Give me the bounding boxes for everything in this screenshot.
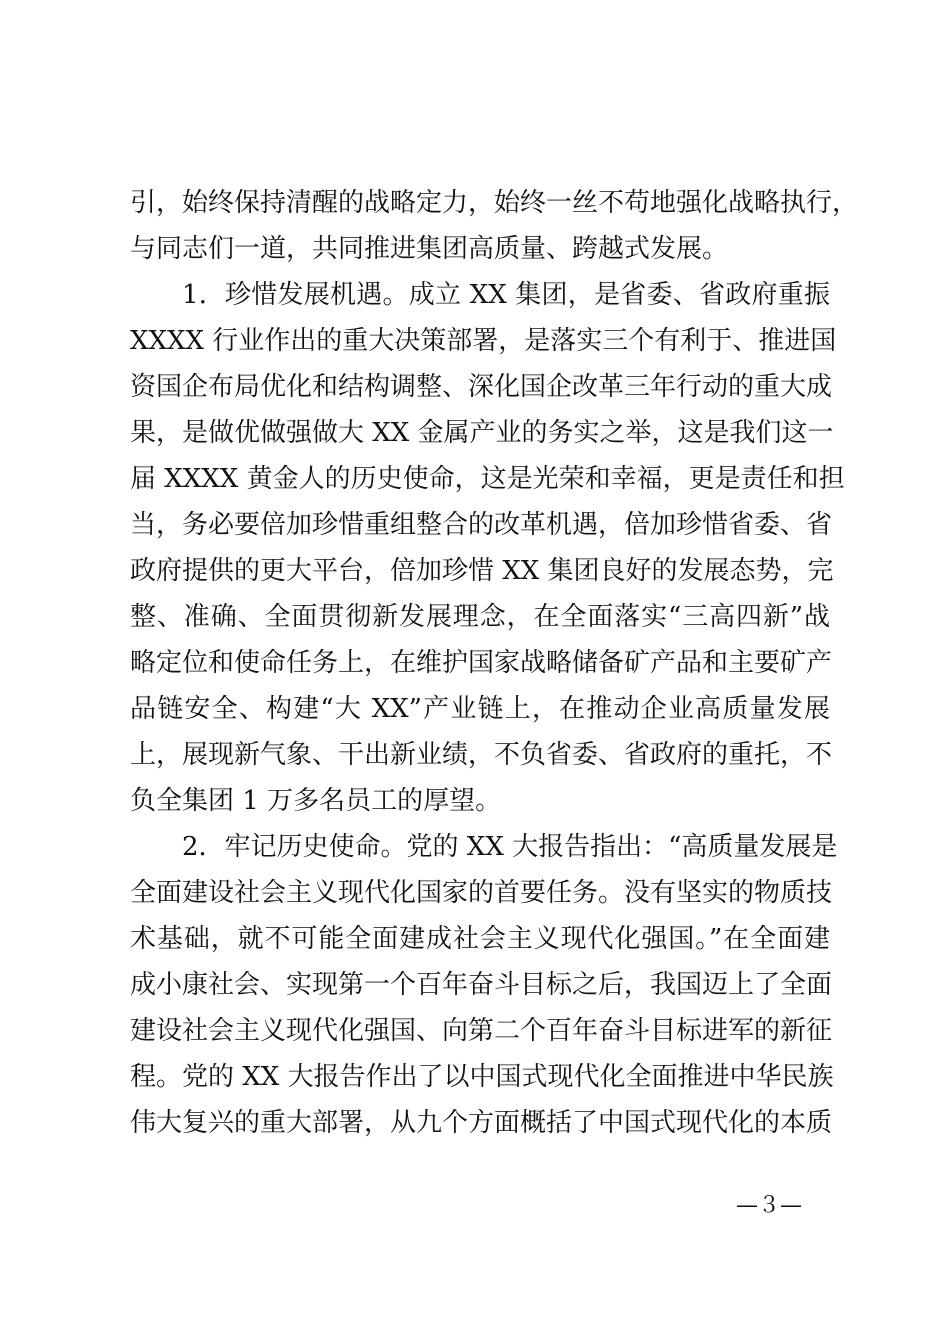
paragraph-2-line-10: 品链安全、构建“大 XX”产业链上，在推动企业高质量发展 xyxy=(130,694,830,724)
paragraph-3-line-5: 建设社会主义现代化强国、向第二个百年奋斗目标进军的新征 xyxy=(130,1016,833,1046)
paragraph-2-line-12: 负全集团 1 万多名员工的厚望。 xyxy=(130,786,502,816)
body-text xyxy=(130,180,859,1146)
paragraph-2-line-6: 当，务必要倍加珍惜重组整合的改革机遇，倍加珍惜省委、省 xyxy=(130,510,833,540)
paragraph-3-line-1: 2．牢记历史使命。党的 XX 大报告指出：“高质量发展是 xyxy=(182,832,838,862)
paragraph-3-line-4: 成小康社会、实现第一个百年奋斗目标之后，我国迈上了全面 xyxy=(130,970,833,1000)
paragraph-2-line-1: 1．珍惜发展机遇。成立 XX 集团，是省委、省政府重振 xyxy=(182,280,830,310)
paragraph-1-line-2: 与同志们一道，共同推进集团高质量、跨越式发展。 xyxy=(130,234,729,264)
paragraph-3-line-6: 程。党的 XX 大报告作出了以中国式现代化全面推进中华民族 xyxy=(130,1062,834,1092)
paragraph-3-line-3: 术基础，就不可能全面建成社会主义现代化强国。”在全面建 xyxy=(130,924,830,954)
paragraph-2-line-8: 整、准确、全面贯彻新发展理念，在全面落实“三高四新”战 xyxy=(130,602,830,632)
paragraph-2-line-2: XXXX 行业作出的重大决策部署，是落实三个有利于、推进国 xyxy=(130,326,837,356)
paragraph-2-line-5: 届 XXXX 黄金人的历史使命，这是光荣和幸福，更是责任和担 xyxy=(130,464,845,494)
paragraph-1-line-1: 引，始终保持清醒的战略定力，始终一丝不苟地强化战略执行， xyxy=(130,188,859,218)
paragraph-2-line-3: 资国企布局优化和结构调整、深化国企改革三年行动的重大成 xyxy=(130,372,833,402)
paragraph-3-line-7: 伟大复兴的重大部署，从九个方面概括了中国式现代化的本质 xyxy=(130,1108,833,1138)
paragraph-3-line-2: 全面建设社会主义现代化国家的首要任务。没有坚实的物质技 xyxy=(130,878,833,908)
paragraph-2-line-7: 政府提供的更大平台，倍加珍惜 XX 集团良好的发展态势，完 xyxy=(130,556,834,586)
paragraph-2-line-4: 果，是做优做强做大 XX 金属产业的务实之举，这是我们这一 xyxy=(130,418,834,448)
paragraph-2-line-11: 上，展现新气象、干出新业绩，不负省委、省政府的重托，不 xyxy=(130,740,833,770)
page-number: —３— xyxy=(736,1193,803,1218)
paragraph-2-line-9: 略定位和使命任务上，在维护国家战略储备矿产品和主要矿产 xyxy=(130,648,833,678)
